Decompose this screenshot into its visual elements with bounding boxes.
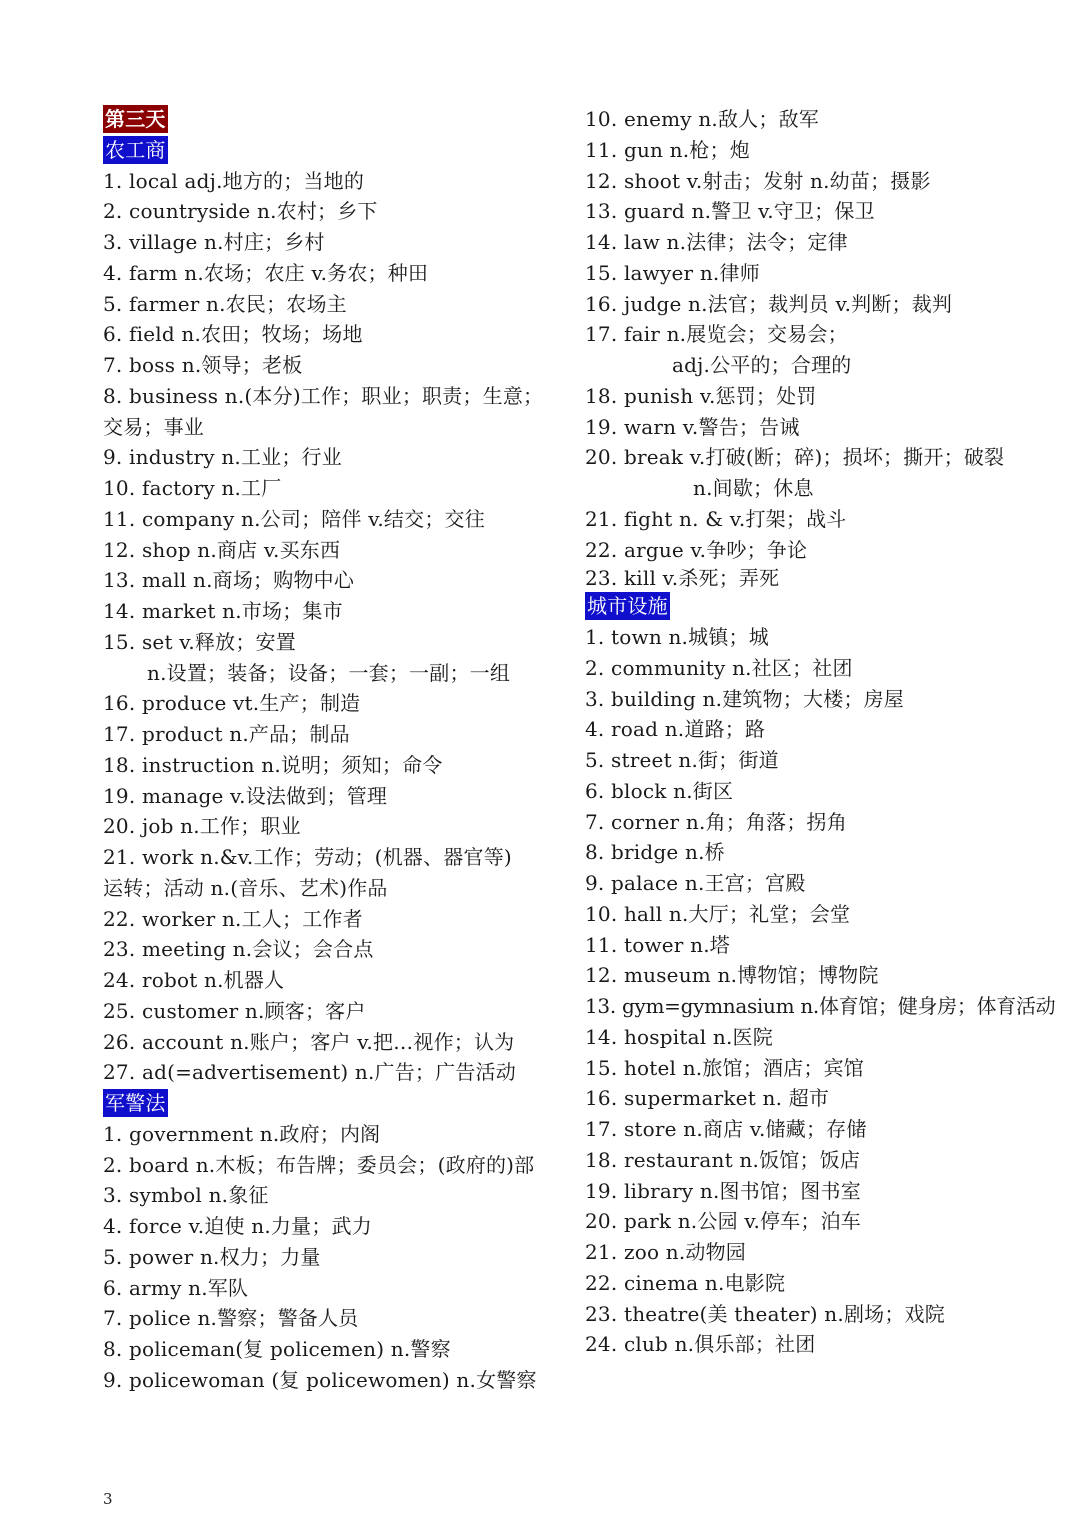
vocab-entry: 13. mall n.商场；购物中心 [103, 568, 355, 593]
vocab-entry: 1. town n.城镇；城 [585, 625, 769, 649]
section-title-city-facilities: 城市设施 [587, 594, 668, 619]
vocab-entry: 17. product n.产品；制品 [103, 722, 350, 746]
vocab-entry: 13. guard n.警卫 v.守卫；保卫 [585, 199, 875, 224]
vocab-entry: 2. board n.木板；布告牌；委员会；(政府的)部 [103, 1152, 535, 1177]
vocab-entry: 21. fight n. & v.打架；战斗 [585, 506, 847, 531]
vocab-entry: 3. symbol n.象征 [103, 1183, 269, 1208]
vocab-entry: 18. restaurant n.饭馆；饭店 [585, 1147, 861, 1172]
section-title-line [585, 591, 1045, 622]
vocab-entry: 17. fair n.展览会；交易会； [585, 322, 848, 347]
vocab-entry: 11. gun n.枪；炮 [585, 137, 750, 162]
vocab-entry: 14. hospital n.医院 [585, 1024, 773, 1049]
vocab-entry: 12. museum n.博物馆；博物院 [585, 963, 879, 988]
vocab-entry: 13. gym=gymnasium n.体育馆；健身房；体育活动 [585, 994, 1056, 1018]
vocab-entry: 5. farmer n.农民；农场主 [103, 291, 347, 316]
vocab-entry: 3. village n.村庄；乡村 [103, 230, 325, 254]
vocab-entry: 21. work n.&v.工作；劳动；(机器、器官等) [103, 845, 512, 869]
vocab-entry: 21. zoo n.动物园 [585, 1240, 746, 1264]
vocab-entry: 16. produce vt.生产；制造 [103, 691, 361, 716]
vocab-entry: 22. worker n.工人；工作者 [103, 906, 363, 931]
section-title-line [103, 1088, 573, 1119]
vocab-entry-continuation: 运转；活动 n.(音乐、艺术)作品 [103, 875, 388, 900]
vocab-entry: 7. corner n.角；角落；拐角 [585, 809, 847, 834]
vocab-entry-continuation: adj.公平的；合理的 [672, 353, 852, 377]
vocab-entry-continuation: n.间歇；休息 [693, 476, 814, 500]
vocab-entry: 4. farm n.农场；农庄 v.务农；种田 [103, 260, 429, 285]
vocab-entry: 8. bridge n.桥 [585, 840, 725, 865]
vocab-entry: 20. job n.工作；职业 [103, 814, 301, 839]
page-number: 3 [103, 1490, 113, 1508]
vocab-entry: 15. hotel n.旅馆；酒店；宾馆 [585, 1055, 864, 1080]
vocab-entry: 22. cinema n.电影院 [585, 1270, 786, 1295]
vocab-entry: 4. force v.迫使 n.力量；武力 [103, 1214, 372, 1238]
vocab-entry: 12. shoot v.射击；发射 n.幼苗；摄影 [585, 168, 931, 193]
vocab-entry: 23. kill v.杀死；弄死 [585, 566, 780, 591]
vocab-entry: 8. policeman(复 policemen) n.警察 [103, 1337, 451, 1361]
vocab-entry: 17. store n.商店 v.储藏；存储 [585, 1117, 867, 1141]
vocab-entry: 14. market n.市场；集市 [103, 599, 343, 623]
vocab-entry: 3. building n.建筑物；大楼；房屋 [585, 686, 904, 711]
vocab-entry: 26. account n.账户；客户 v.把…视作；认为 [103, 1029, 515, 1054]
vocab-entry: 12. shop n.商店 v.买东西 [103, 537, 341, 562]
vocab-entry: 20. break v.打破(断；碎)；损坏；撕开；破裂 [585, 445, 1005, 470]
vocab-entry: 7. boss n.领导；老板 [103, 353, 303, 377]
vocab-entry: 6. field n.农田；牧场；场地 [103, 322, 363, 347]
vocab-entry: 27. ad(=advertisement) n.广告；广告活动 [103, 1060, 516, 1085]
vocab-entry: 19. manage v.设法做到；管理 [103, 783, 388, 808]
vocab-entry: 2. countryside n.农村；乡下 [103, 199, 378, 224]
vocab-entry: 23. meeting n.会议；会合点 [103, 937, 374, 962]
vocab-entry: 16. supermarket n. 超市 [585, 1086, 830, 1111]
vocab-entry: 19. library n.图书馆；图书室 [585, 1178, 861, 1203]
section-title-agriculture-industry-commerce: 农工商 [105, 137, 166, 162]
section-title-line [103, 135, 573, 166]
vocab-entry: 6. block n.街区 [585, 778, 734, 803]
right-column [585, 104, 1056, 1360]
vocab-entry: 15. lawyer n.律师 [585, 260, 760, 285]
section-title-military-police-law: 军警法 [105, 1091, 166, 1115]
vocab-entry: 4. road n.道路；路 [585, 717, 766, 742]
vocab-entry: 18. instruction n.说明；须知；命令 [103, 752, 443, 777]
vocab-entry: 10. enemy n.敌人；敌军 [585, 107, 819, 131]
vocab-entry-continuation: n.设置；装备；设备；一套；一副；一组 [147, 660, 511, 685]
day-title-line [103, 104, 573, 135]
vocab-entry: 11. tower n.塔 [585, 932, 730, 957]
left-column [103, 104, 573, 1396]
vocab-entry: 9. palace n.王宫；宫殿 [585, 871, 806, 895]
vocab-entry: 15. set v.释放；安置 [103, 629, 296, 654]
vocab-entry: 7. police n.警察；警备人员 [103, 1306, 359, 1331]
vocab-entry: 25. customer n.顾客；客户 [103, 998, 366, 1023]
vocab-entry: 2. community n.社区；社团 [585, 655, 853, 680]
vocab-entry: 24. robot n.机器人 [103, 968, 285, 992]
vocab-entry: 23. theatre(美 theater) n.剧场；戏院 [585, 1301, 945, 1326]
day-title: 第三天 [105, 107, 166, 131]
vocab-entry: 24. club n.俱乐部；社团 [585, 1332, 816, 1357]
vocab-entry: 5. power n.权力；力量 [103, 1244, 321, 1269]
vocab-entry-continuation: 交易；事业 [103, 414, 204, 439]
vocab-entry: 1. local adj.地方的；当地的 [103, 168, 365, 193]
vocab-entry: 5. street n.街；街道 [585, 748, 779, 772]
vocab-entry: 9. policewoman (复 policewomen) n.女警察 [103, 1367, 537, 1392]
vocab-entry: 10. factory n.工厂 [103, 476, 282, 500]
vocab-entry: 16. judge n.法官；裁判员 v.判断；裁判 [585, 291, 953, 316]
vocab-entry: 1. government n.政府；内阁 [103, 1121, 381, 1146]
vocab-entry: 9. industry n.工业；行业 [103, 445, 342, 470]
vocab-entry: 20. park n.公园 v.停车；泊车 [585, 1209, 862, 1234]
vocab-entry: 14. law n.法律；法令；定律 [585, 230, 848, 254]
vocab-entry: 6. army n.军队 [103, 1275, 249, 1300]
vocab-entry: 19. warn v.警告；告诫 [585, 414, 800, 439]
vocab-entry: 10. hall n.大厅；礼堂；会堂 [585, 901, 851, 926]
vocab-entry: 8. business n.(本分)工作；职业；职责；生意； [103, 383, 544, 408]
vocab-entry: 22. argue v.争吵；争论 [585, 537, 808, 562]
vocab-entry: 11. company n.公司；陪伴 v.结交；交往 [103, 506, 485, 531]
vocab-entry: 18. punish v.惩罚；处罚 [585, 383, 817, 408]
